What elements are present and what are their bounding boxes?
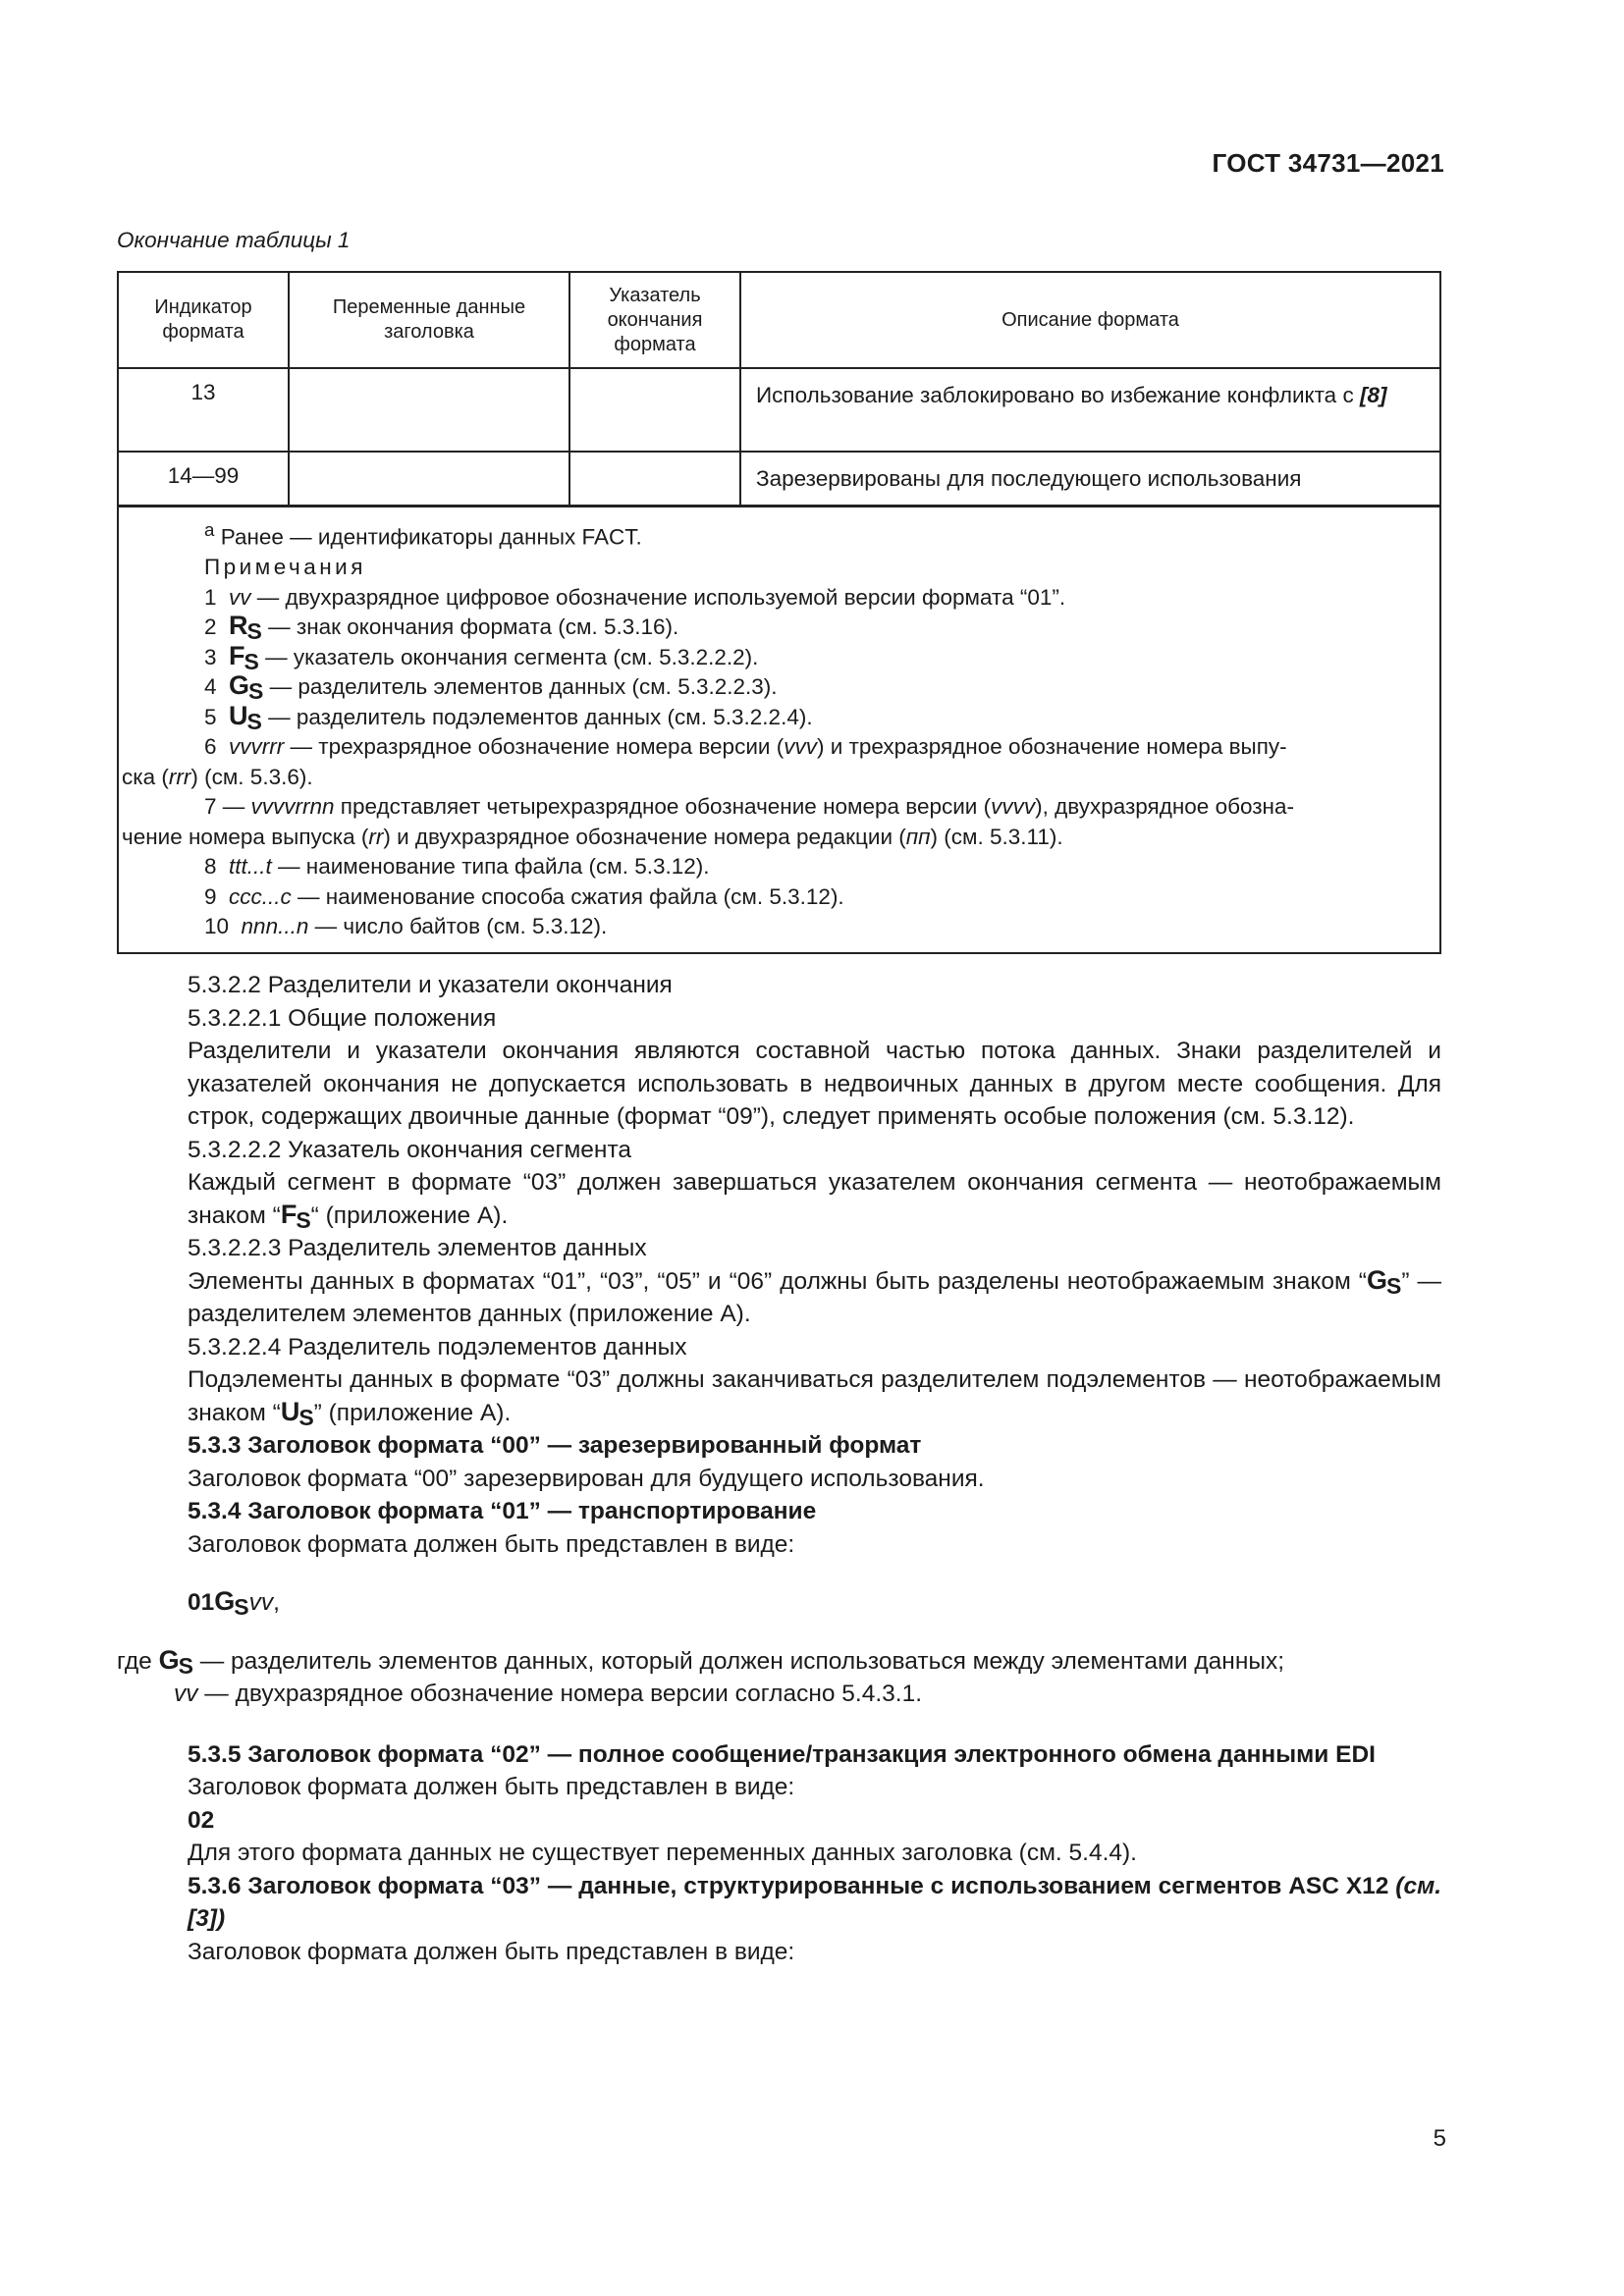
table-notes	[118, 507, 1440, 953]
note-item: 9 ccc...c — наименование способа сжатия файла (см. 5.3.12).	[204, 883, 844, 909]
section-heading: 5.3.4 Заголовок формата “01” — транспортирование	[188, 1498, 817, 1524]
section-heading: 5.3.5 Заголовок формата “02” — полное сообщение/транзакция электронного обмена данными EDI	[188, 1740, 1376, 1768]
paragraph: Для этого формата данных не существует переменных данных заголовка (см. 5.4.4).	[188, 1840, 1137, 1866]
table-notes-row	[118, 507, 1440, 953]
col-header-terminator: Указатель окончания формата	[569, 272, 740, 368]
cell-header-data	[289, 452, 569, 507]
note-item: 7 — vvvvrrnn представляет четырехразрядное обозначение номера версии (vvvv), двухразрядное обозна-	[204, 794, 1294, 819]
segment-terminator-symbol: FS	[280, 1199, 311, 1233]
col-header-header-data: Переменные данные заголовка	[289, 272, 569, 368]
table-header-row	[118, 272, 1440, 368]
paragraph: Каждый сегмент в формате “03” должен завершаться указателем окончания сегмента — неотображаемым знаком “FS“ (приложение А).	[188, 1169, 1441, 1233]
paragraph: Элементы данных в форматах “01”, “03”, “05” и “06” должны быть разделены неотображаемым знаком “GS” — разделителем элементов данных (приложение А).	[188, 1264, 1441, 1327]
notes-title: Примечания	[204, 555, 366, 579]
reference-link: [8]	[1359, 383, 1387, 407]
section-heading: 5.3.6 Заголовок формата “03” — данные, структурированные с использованием сегментов ASC X12 (см. [3])	[188, 1872, 1441, 1932]
table-row	[118, 368, 1440, 452]
cell-description: Зарезервированы для последующего использования	[740, 452, 1440, 507]
group-separator-symbol: GS	[158, 1644, 193, 1679]
footnote: $^a$ Ранее — идентификаторы данных FACT.	[204, 519, 642, 550]
section-heading: 5.3.3 Заголовок формата “00” — зарезервированный формат	[188, 1432, 922, 1459]
where-explanation: где GS — разделитель элементов данных, который должен использоваться между элементами данных;	[117, 1644, 1285, 1679]
paragraph: Заголовок формата должен быть представлен в виде:	[188, 1938, 795, 1965]
cell-description: Использование заблокировано во избежание конфликта с [8]	[740, 368, 1440, 452]
body-text	[117, 969, 1441, 1968]
paragraph: Подэлементы данных в формате “03” должны заканчиваться разделителем подэлементов — неотображаемым знаком “US” (приложение А).	[188, 1366, 1441, 1430]
note-item: 1 vv — двухразрядное цифровое обозначение используемой версии формата “01”.	[204, 584, 1066, 610]
section-heading: 5.3.2.2.3 Разделитель элементов данных	[188, 1235, 647, 1261]
section-heading: 5.3.2.2.4 Разделитель подэлементов данных	[188, 1333, 687, 1361]
group-separator-symbol: GS	[1366, 1264, 1402, 1299]
where-explanation: vv — двухразрядное обозначение номера версии согласно 5.4.3.1.	[174, 1681, 923, 1707]
section-heading: 5.3.2.2 Разделители и указатели окончания	[188, 972, 673, 998]
note-item: 6 vvvrrr — трехразрядное обозначение номера версии (vvv) и трехразрядное обозначение номера выпу-	[204, 734, 1287, 759]
paragraph: Заголовок формата “00” зарезервирован для будущего использования.	[188, 1465, 985, 1492]
format-formula: 01GSvv,	[188, 1586, 280, 1620]
note-item: 5 US — разделитель подэлементов данных (см. 5.3.2.2.4).	[204, 700, 813, 734]
cell-terminator	[569, 452, 740, 507]
segment-terminator-symbol: FS	[229, 640, 259, 674]
section-heading: 5.3.2.2.1 Общие положения	[188, 1004, 497, 1032]
paragraph: Заголовок формата должен быть представлен в виде:	[188, 1530, 795, 1558]
table-caption: Окончание таблицы 1	[117, 228, 351, 252]
note-item: 2 RS — знак окончания формата (см. 5.3.16).	[204, 611, 679, 644]
format-formula: 02	[188, 1806, 215, 1834]
cell-header-data	[289, 368, 569, 452]
table-row	[118, 452, 1440, 507]
cell-indicator: 14—99	[118, 452, 289, 507]
cell-terminator	[569, 368, 740, 452]
document-code: ГОСТ 34731—2021	[1212, 148, 1444, 178]
paragraph: Заголовок формата должен быть представлен в виде:	[188, 1774, 795, 1800]
record-separator-symbol: RS	[229, 611, 262, 644]
note-item: 8 ttt...t — наименование типа файла (см. 5.3.12).	[204, 854, 710, 879]
note-item-continued: ска (rrr) (см. 5.3.6).	[122, 764, 313, 789]
note-item: 4 GS — разделитель элементов данных (см. 5.3.2.2.3).	[204, 670, 778, 704]
section-heading: 5.3.2.2.2 Указатель окончания сегмента	[188, 1136, 632, 1163]
group-separator-symbol: GS	[229, 670, 264, 704]
cell-indicator: 13	[118, 368, 289, 452]
group-separator-symbol: GS	[214, 1586, 249, 1620]
note-item-continued: чение номера выпуска (rr) и двухразрядное обозначение номера редакции (пп) (см. 5.3.11).	[122, 824, 1063, 849]
col-header-indicator: Индикатор формата	[118, 272, 289, 368]
note-item: 3 FS — указатель окончания сегмента (см. 5.3.2.2.2).	[204, 640, 759, 674]
note-item: 10 nnn...n — число байтов (см. 5.3.12).	[204, 914, 608, 938]
col-header-description: Описание формата	[740, 272, 1440, 368]
unit-separator-symbol: US	[280, 1396, 314, 1430]
format-table	[117, 271, 1441, 954]
page-number: 5	[1433, 2125, 1446, 2152]
unit-separator-symbol: US	[229, 700, 262, 734]
paragraph: Разделители и указатели окончания являются составной частью потока данных. Знаки разделителей и указателей окончания не допускается использовать в недвоичных данных в другом месте сообщения. Для строк, содержащих двоичные данные (формат “09”), следует применять особые положения (см. 5.3.12).	[188, 1038, 1441, 1130]
